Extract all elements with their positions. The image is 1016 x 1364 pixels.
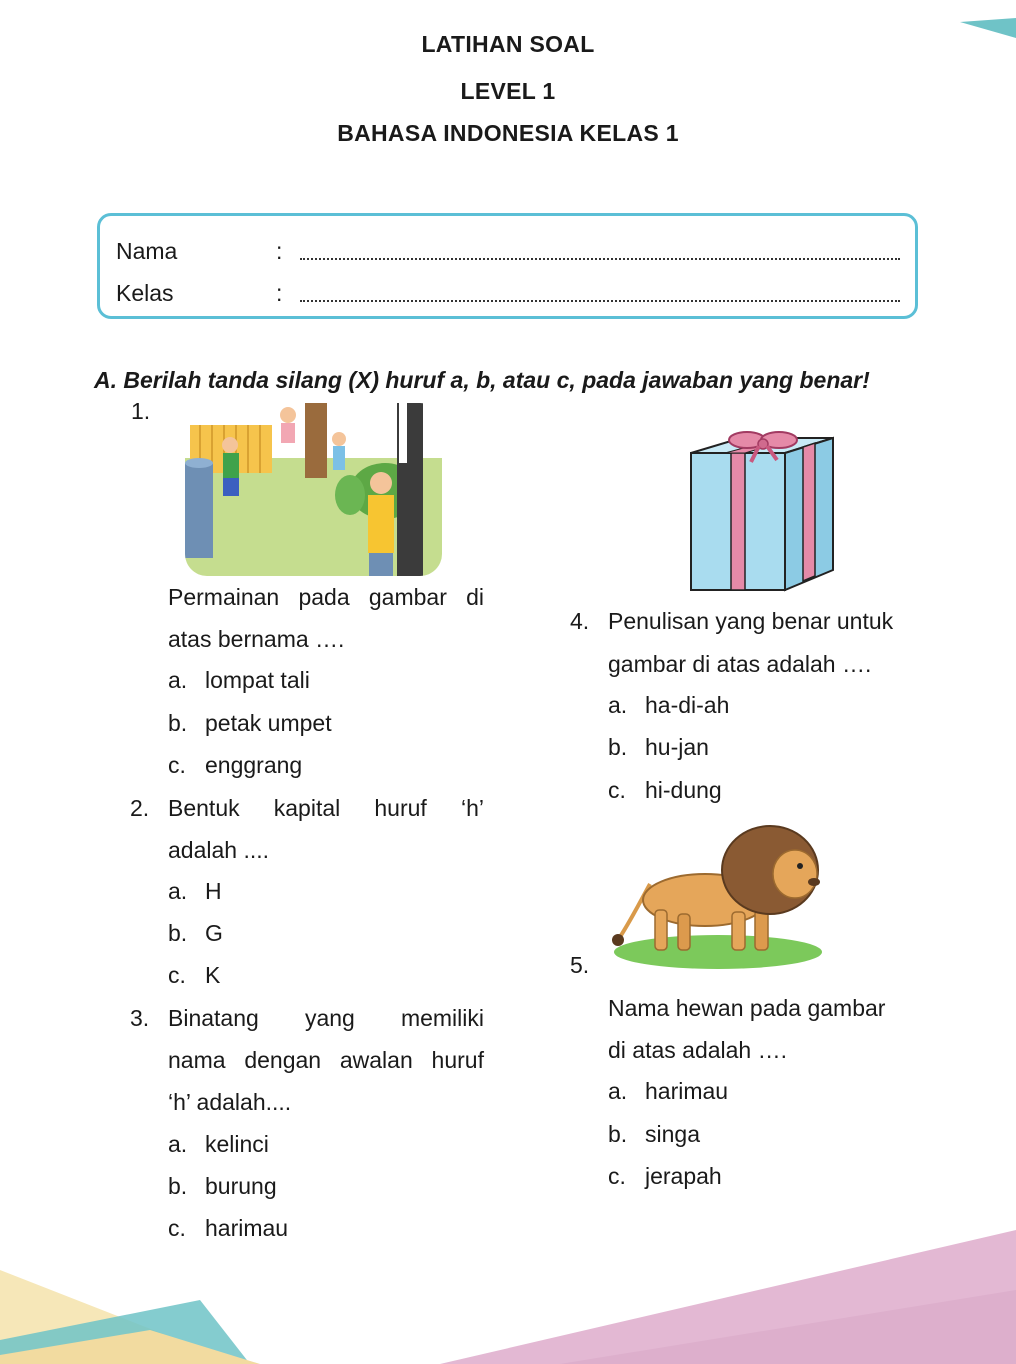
gift-box-illustration (685, 428, 840, 594)
q4-number: 4. (570, 608, 590, 634)
q1-number: 1. (131, 398, 151, 424)
q1-option-a[interactable]: a. lompat tali (168, 667, 310, 693)
q3-word: memiliki (400, 1005, 484, 1031)
q2-word: huruf (374, 795, 427, 821)
class-colon: : (276, 280, 283, 306)
q3-word: nama (168, 1047, 226, 1073)
identity-box (97, 213, 918, 319)
hide-and-seek-illustration (185, 403, 442, 576)
corner-decoration-bottom (0, 1230, 1016, 1364)
q3-word: huruf (431, 1047, 484, 1073)
q4-text-line2: gambar di atas adalah …. (608, 651, 872, 677)
q4-option-a[interactable]: a. ha-di-ah (608, 692, 730, 718)
name-field[interactable] (300, 258, 900, 260)
q2-word: Bentuk (168, 795, 240, 821)
q5-number: 5. (570, 952, 590, 978)
class-label: Kelas (116, 280, 174, 306)
q2-text-line2: adalah .... (168, 837, 270, 863)
q5-option-c[interactable]: c. jerapah (608, 1163, 722, 1189)
q5-text-line1: Nama hewan pada gambar (608, 995, 886, 1021)
q3-word: yang (304, 1005, 355, 1031)
q5-option-b[interactable]: b. singa (608, 1121, 700, 1147)
q2-word: kapital (273, 795, 341, 821)
q3-text-line3: ‘h’ adalah.... (168, 1089, 292, 1115)
q1-word: gambar (368, 584, 447, 610)
q1-word: di (466, 584, 484, 610)
q2-word: ‘h’ (460, 795, 484, 821)
q3-option-b[interactable]: b. burung (168, 1173, 277, 1199)
q3-option-c[interactable]: c. harimau (168, 1215, 289, 1241)
q4-option-c[interactable]: c. hi-dung (608, 777, 722, 803)
q3-word: dengan (244, 1047, 322, 1073)
q5-text-line2: di atas adalah …. (608, 1037, 788, 1063)
q3-option-a[interactable]: a. kelinci (168, 1131, 269, 1157)
q1-word: Permainan (168, 584, 280, 610)
name-colon: : (276, 238, 283, 264)
q2-number: 2. (130, 795, 150, 821)
q3-word: Binatang (168, 1005, 259, 1031)
q2-option-c[interactable]: c. K (168, 962, 221, 988)
q2-option-a[interactable]: a. H (168, 878, 222, 904)
q1-option-c[interactable]: c. enggrang (168, 752, 303, 778)
q1-option-b[interactable]: b. petak umpet (168, 710, 332, 736)
q5-option-a[interactable]: a. harimau (608, 1078, 729, 1104)
q4-option-b[interactable]: b. hu-jan (608, 734, 709, 760)
q2-option-b[interactable]: b. G (168, 920, 223, 946)
q1-text-line2: atas bernama …. (168, 626, 345, 652)
q3-number: 3. (130, 1005, 150, 1031)
q3-word: awalan (339, 1047, 413, 1073)
q1-word: pada (298, 584, 350, 610)
q4-text-line1: Penulisan yang benar untuk (608, 608, 894, 634)
class-field[interactable] (300, 300, 900, 302)
worksheet-title: LATIHAN SOAL (421, 31, 595, 57)
section-a-instruction: A. Berilah tanda silang (X) huruf a, b, atau c, pada jawaban yang benar! (94, 367, 870, 393)
worksheet-subject: BAHASA INDONESIA KELAS 1 (337, 120, 679, 146)
lion-illustration (610, 822, 825, 972)
worksheet-level: LEVEL 1 (460, 78, 556, 104)
name-label: Nama (116, 238, 178, 264)
